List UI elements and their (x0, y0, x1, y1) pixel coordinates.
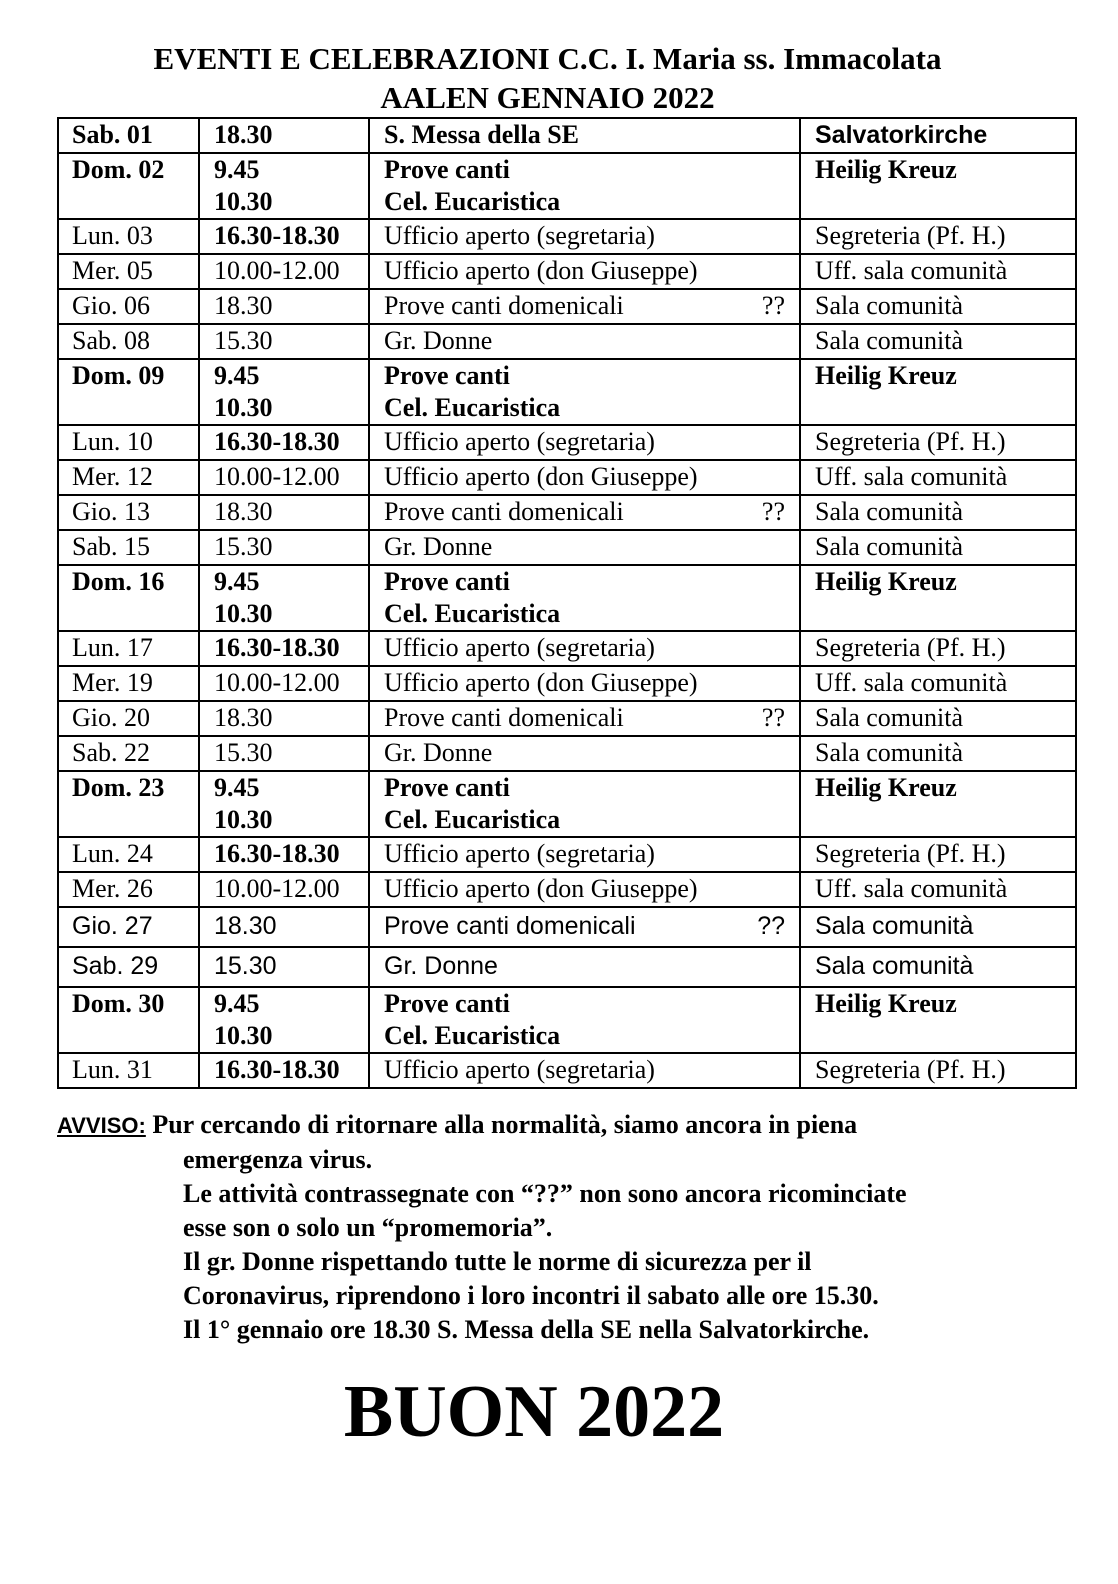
cell-location (800, 701, 1076, 736)
time-label: 10.00-12.00 (214, 668, 340, 697)
cell-day (58, 219, 199, 254)
cell-time (199, 254, 369, 289)
event-label: S. Messa della SE (384, 120, 580, 149)
day-label: Mer. 12 (72, 462, 153, 491)
location-label: Heilig Kreuz (815, 773, 957, 802)
cell-day (58, 254, 199, 289)
table-row (58, 530, 1076, 565)
cell-day (58, 530, 199, 565)
table-row (58, 219, 1076, 254)
time-label: 16.30-18.30 (214, 633, 340, 662)
cell-time (199, 736, 369, 771)
cell-time (199, 872, 369, 907)
cell-day (58, 495, 199, 530)
cell-day (58, 153, 199, 219)
cell-time (199, 987, 369, 1053)
location-label: Sala comunità (815, 952, 974, 980)
day-label: Lun. 31 (72, 1055, 153, 1084)
cell-event (369, 1053, 800, 1088)
location-label: Sala comunità (815, 532, 964, 561)
page-title: EVENTI E CELEBRAZIONI C.C. I. Maria ss. Immacolata (153, 41, 942, 76)
notice-line: esse son o solo un “promemoria”. (183, 1213, 553, 1242)
cell-time (199, 118, 369, 153)
cell-event (369, 460, 800, 495)
table-row (58, 289, 1076, 324)
time-label: 10.30 (214, 1021, 273, 1050)
cell-location (800, 907, 1076, 947)
location-label: Heilig Kreuz (815, 361, 957, 390)
time-label: 18.30 (214, 497, 273, 526)
table-row (58, 460, 1076, 495)
day-label: Lun. 10 (72, 427, 153, 456)
cell-day (58, 565, 199, 631)
cell-time (199, 460, 369, 495)
time-label: 9.45 (214, 155, 260, 184)
table-row (58, 1053, 1076, 1088)
cell-time (199, 153, 369, 219)
cell-location (800, 495, 1076, 530)
cell-event (369, 872, 800, 907)
cell-location (800, 530, 1076, 565)
event-label: Prove canti (384, 773, 510, 802)
event-label: Ufficio aperto (segretaria) (384, 221, 655, 250)
location-label: Uff. sala comunità (815, 256, 1008, 285)
cell-location (800, 324, 1076, 359)
day-label: Dom. 23 (72, 773, 165, 802)
cell-event (369, 701, 800, 736)
event-label: Ufficio aperto (don Giuseppe) (384, 874, 698, 903)
cell-time (199, 631, 369, 666)
cell-day (58, 118, 199, 153)
table-row (58, 947, 1076, 987)
cell-day (58, 947, 199, 987)
location-label: Segreteria (Pf. H.) (815, 221, 1006, 250)
cell-day (58, 289, 199, 324)
location-label: Uff. sala comunità (815, 462, 1008, 491)
cell-time (199, 907, 369, 947)
location-label: Uff. sala comunità (815, 668, 1008, 697)
cell-event (369, 666, 800, 701)
cell-day (58, 359, 199, 425)
time-label: 10.30 (214, 393, 273, 422)
time-label: 18.30 (214, 291, 273, 320)
cell-time (199, 219, 369, 254)
cell-location (800, 425, 1076, 460)
day-label: Lun. 17 (72, 633, 153, 662)
cell-time (199, 359, 369, 425)
location-label: Segreteria (Pf. H.) (815, 1055, 1006, 1084)
cell-event (369, 565, 800, 631)
cell-time (199, 565, 369, 631)
cell-event (369, 254, 800, 289)
cell-day (58, 837, 199, 872)
location-label: Heilig Kreuz (815, 155, 957, 184)
cell-event (369, 219, 800, 254)
cell-location (800, 631, 1076, 666)
location-label: Sala comunità (815, 326, 964, 355)
day-label: Mer. 26 (72, 874, 153, 903)
cell-location (800, 359, 1076, 425)
location-label: Uff. sala comunità (815, 874, 1008, 903)
event-label: Ufficio aperto (segretaria) (384, 427, 655, 456)
cell-event (369, 495, 800, 530)
cell-time (199, 947, 369, 987)
table-row (58, 631, 1076, 666)
table-row (58, 987, 1076, 1053)
event-label: Prove canti domenicali (384, 703, 624, 732)
cell-day (58, 771, 199, 837)
location-label: Salvatorkirche (815, 121, 988, 149)
day-label: Sab. 22 (72, 738, 150, 767)
location-label: Sala comunità (815, 703, 964, 732)
notice-line: Coronavirus, riprendono i loro incontri il sabato alle ore 15.30. (183, 1281, 879, 1310)
notice-label: AVVISO: (57, 1113, 146, 1138)
event-label: Ufficio aperto (don Giuseppe) (384, 668, 698, 697)
event-label: Prove canti (384, 567, 510, 596)
time-label: 16.30-18.30 (214, 839, 340, 868)
cell-day (58, 631, 199, 666)
closing-greeting: BUON 2022 (343, 1371, 725, 1453)
cell-time (199, 289, 369, 324)
location-label: Heilig Kreuz (815, 989, 957, 1018)
table-row (58, 118, 1076, 153)
day-label: Gio. 13 (72, 497, 150, 526)
day-label: Lun. 24 (72, 839, 153, 868)
location-label: Segreteria (Pf. H.) (815, 839, 1006, 868)
time-label: 18.30 (214, 120, 273, 149)
table-row (58, 359, 1076, 425)
cell-day (58, 1053, 199, 1088)
event-label: Prove canti (384, 989, 510, 1018)
day-label: Dom. 30 (72, 989, 165, 1018)
table-row (58, 565, 1076, 631)
time-label: 18.30 (214, 912, 277, 940)
cell-location (800, 1053, 1076, 1088)
time-label: 9.45 (214, 567, 260, 596)
pending-flag: ?? (761, 703, 785, 732)
location-label: Heilig Kreuz (815, 567, 957, 596)
time-label: 9.45 (214, 361, 260, 390)
table-row (58, 701, 1076, 736)
page-subtitle: AALEN GENNAIO 2022 (380, 80, 715, 115)
day-label: Mer. 05 (72, 256, 153, 285)
cell-day (58, 460, 199, 495)
table-row (58, 837, 1076, 872)
event-label: Prove canti domenicali (384, 291, 624, 320)
cell-event (369, 771, 800, 837)
day-label: Dom. 02 (72, 155, 165, 184)
location-label: Segreteria (Pf. H.) (815, 427, 1006, 456)
time-label: 10.00-12.00 (214, 462, 340, 491)
pending-flag: ?? (757, 912, 785, 940)
cell-event (369, 153, 800, 219)
day-label: Lun. 03 (72, 221, 153, 250)
cell-time (199, 1053, 369, 1088)
event-label: Ufficio aperto (don Giuseppe) (384, 462, 698, 491)
notice (57, 1108, 1057, 1347)
time-label: 15.30 (214, 952, 277, 980)
day-label: Sab. 01 (72, 120, 153, 149)
day-label: Mer. 19 (72, 668, 153, 697)
cell-location (800, 565, 1076, 631)
cell-time (199, 837, 369, 872)
location-label: Sala comunità (815, 291, 964, 320)
cell-location (800, 837, 1076, 872)
cell-event (369, 736, 800, 771)
cell-time (199, 425, 369, 460)
time-label: 9.45 (214, 773, 260, 802)
time-label: 10.30 (214, 599, 273, 628)
time-label: 15.30 (214, 738, 273, 767)
cell-location (800, 872, 1076, 907)
cell-time (199, 701, 369, 736)
location-label: Sala comunità (815, 912, 974, 940)
notice-line: emergenza virus. (183, 1145, 373, 1174)
notice-line: Il 1° gennaio ore 18.30 S. Messa della SE nella Salvatorkirche. (183, 1315, 870, 1344)
event-label: Ufficio aperto (segretaria) (384, 633, 655, 662)
cell-event (369, 987, 800, 1053)
cell-time (199, 666, 369, 701)
cell-day (58, 324, 199, 359)
cell-location (800, 219, 1076, 254)
cell-location (800, 736, 1076, 771)
time-label: 10.00-12.00 (214, 874, 340, 903)
location-label: Sala comunità (815, 738, 964, 767)
day-label: Sab. 15 (72, 532, 150, 561)
schedule-table (57, 117, 1077, 1089)
event-label: Prove canti (384, 155, 510, 184)
cell-day (58, 907, 199, 947)
cell-location (800, 153, 1076, 219)
time-label: 15.30 (214, 326, 273, 355)
cell-event (369, 907, 800, 947)
event-label: Cel. Eucaristica (384, 599, 561, 628)
cell-event (369, 359, 800, 425)
event-label: Ufficio aperto (segretaria) (384, 1055, 655, 1084)
cell-day (58, 701, 199, 736)
table-row (58, 425, 1076, 460)
time-label: 9.45 (214, 989, 260, 1018)
table-row (58, 907, 1076, 947)
day-label: Sab. 08 (72, 326, 150, 355)
event-label: Ufficio aperto (segretaria) (384, 839, 655, 868)
time-label: 18.30 (214, 703, 273, 732)
time-label: 10.00-12.00 (214, 256, 340, 285)
cell-location (800, 947, 1076, 987)
cell-day (58, 872, 199, 907)
time-label: 16.30-18.30 (214, 427, 340, 456)
event-label: Cel. Eucaristica (384, 393, 561, 422)
cell-time (199, 771, 369, 837)
cell-time (199, 324, 369, 359)
notice-line: Le attività contrassegnate con “??” non sono ancora ricominciate (183, 1179, 907, 1208)
event-label: Cel. Eucaristica (384, 187, 561, 216)
cell-location (800, 987, 1076, 1053)
cell-time (199, 495, 369, 530)
notice-line: Il gr. Donne rispettando tutte le norme di sicurezza per il (183, 1247, 812, 1276)
table-row (58, 666, 1076, 701)
day-label: Dom. 16 (72, 567, 165, 596)
table-row (58, 736, 1076, 771)
cell-location (800, 771, 1076, 837)
day-label: Sab. 29 (72, 952, 159, 980)
cell-day (58, 425, 199, 460)
location-label: Sala comunità (815, 497, 964, 526)
cell-day (58, 736, 199, 771)
cell-event (369, 947, 800, 987)
event-label: Prove canti (384, 361, 510, 390)
day-label: Dom. 09 (72, 361, 165, 390)
event-label: Gr. Donne (384, 326, 493, 355)
cell-location (800, 460, 1076, 495)
event-label: Cel. Eucaristica (384, 1021, 561, 1050)
time-label: 15.30 (214, 532, 273, 561)
notice-line: Pur cercando di ritornare alla normalità, siamo ancora in piena (152, 1110, 858, 1139)
event-label: Cel. Eucaristica (384, 805, 561, 834)
table-row (58, 153, 1076, 219)
cell-event (369, 118, 800, 153)
time-label: 16.30-18.30 (214, 1055, 340, 1084)
event-label: Prove canti domenicali (384, 497, 624, 526)
time-label: 10.30 (214, 805, 273, 834)
cell-event (369, 631, 800, 666)
pending-flag: ?? (761, 497, 785, 526)
time-label: 10.30 (214, 187, 273, 216)
location-label: Segreteria (Pf. H.) (815, 633, 1006, 662)
table-row (58, 872, 1076, 907)
event-label: Gr. Donne (384, 952, 498, 980)
table-row (58, 495, 1076, 530)
cell-location (800, 254, 1076, 289)
cell-day (58, 666, 199, 701)
table-row (58, 771, 1076, 837)
event-label: Gr. Donne (384, 738, 493, 767)
table-row (58, 324, 1076, 359)
cell-location (800, 666, 1076, 701)
cell-location (800, 118, 1076, 153)
day-label: Gio. 20 (72, 703, 150, 732)
table-row (58, 254, 1076, 289)
event-label: Ufficio aperto (don Giuseppe) (384, 256, 698, 285)
time-label: 16.30-18.30 (214, 221, 340, 250)
event-label: Gr. Donne (384, 532, 493, 561)
cell-location (800, 289, 1076, 324)
day-label: Gio. 27 (72, 912, 153, 940)
cell-event (369, 289, 800, 324)
event-label: Prove canti domenicali (384, 912, 636, 940)
cell-time (199, 530, 369, 565)
cell-event (369, 425, 800, 460)
cell-day (58, 987, 199, 1053)
day-label: Gio. 06 (72, 291, 150, 320)
cell-event (369, 837, 800, 872)
pending-flag: ?? (761, 291, 785, 320)
cell-event (369, 324, 800, 359)
cell-event (369, 530, 800, 565)
